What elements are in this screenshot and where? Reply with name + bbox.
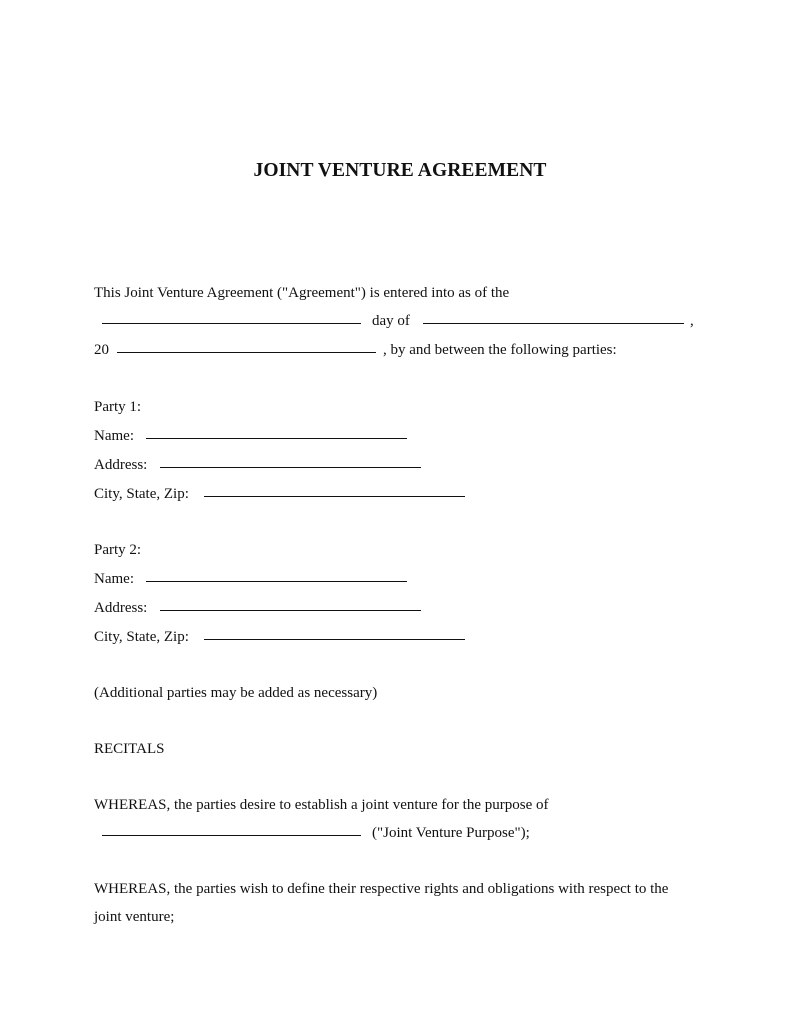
- comma-text: ,: [690, 313, 694, 329]
- party2-name-label: Name:: [94, 571, 134, 587]
- purpose-blank[interactable]: [102, 835, 361, 836]
- additional-parties-note: (Additional parties may be added as necessary): [94, 685, 378, 701]
- recitals-heading: RECITALS: [94, 741, 165, 757]
- party2-address-label: Address:: [94, 600, 148, 616]
- whereas-purpose-text: WHEREAS, the parties desire to establish a joint venture for the purpose of: [94, 797, 549, 813]
- intro-line: This Joint Venture Agreement ("Agreement") is entered into as of the: [94, 285, 510, 301]
- party1-city-label: City, State, Zip:: [94, 486, 189, 502]
- party2-city-field[interactable]: [204, 639, 465, 640]
- day-of-label: day of: [372, 313, 410, 329]
- party2-city-label: City, State, Zip:: [94, 629, 189, 645]
- between-text: , by and between the following parties:: [383, 342, 617, 358]
- party1-name-field[interactable]: [146, 438, 407, 439]
- party2-name-field[interactable]: [146, 581, 407, 582]
- joint-venture-purpose-text: ("Joint Venture Purpose");: [372, 825, 530, 841]
- party1-city-field[interactable]: [204, 496, 465, 497]
- whereas-rights-line1: WHEREAS, the parties wish to define their respective rights and obligations with respect to the: [94, 881, 669, 897]
- party1-name-label: Name:: [94, 428, 134, 444]
- party2-heading: Party 2:: [94, 542, 142, 558]
- month-blank[interactable]: [423, 323, 684, 324]
- party1-heading: Party 1:: [94, 399, 142, 415]
- party2-address-field[interactable]: [160, 610, 421, 611]
- year-blank[interactable]: [117, 352, 376, 353]
- party1-address-field[interactable]: [160, 467, 421, 468]
- whereas-rights-line2: joint venture;: [94, 909, 175, 925]
- party1-address-label: Address:: [94, 457, 148, 473]
- document-title: JOINT VENTURE AGREEMENT: [253, 160, 547, 181]
- year-prefix: 20: [94, 342, 109, 358]
- day-blank[interactable]: [102, 323, 361, 324]
